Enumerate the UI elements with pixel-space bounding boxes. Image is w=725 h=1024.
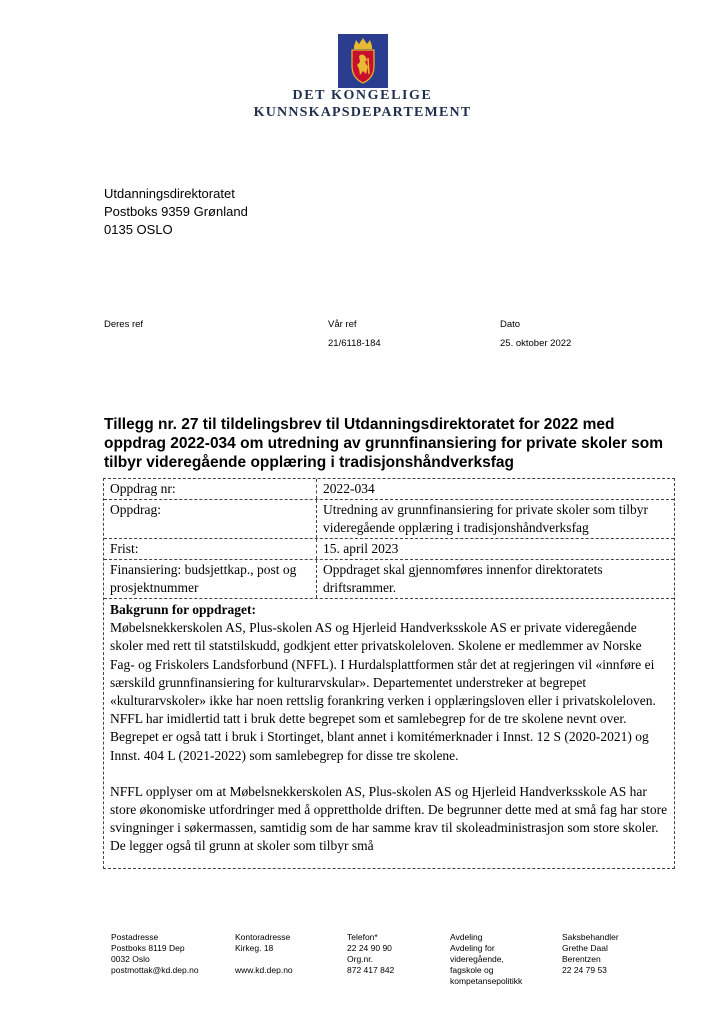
table-value: Oppdraget skal gjennomføres innenfor direktoratets driftsrammer. bbox=[323, 562, 603, 595]
recipient-postal: 0135 OSLO bbox=[104, 222, 173, 237]
recipient-street: Postboks 9359 Grønland bbox=[104, 204, 248, 219]
footer-heading: Telefon* bbox=[347, 932, 378, 942]
footer-heading: Avdeling bbox=[450, 932, 483, 942]
background-section bbox=[104, 599, 674, 868]
table-value: 15. april 2023 bbox=[323, 541, 399, 556]
table-row bbox=[104, 479, 674, 500]
our-ref-value: 21/6118-184 bbox=[328, 338, 381, 349]
footer-line: Kirkeg. 18 bbox=[235, 943, 274, 953]
date-label: Dato bbox=[500, 319, 521, 330]
footer-line: videregående, bbox=[450, 954, 504, 964]
footer-line: kompetansepolitikk bbox=[450, 976, 523, 986]
recipient-name: Utdanningsdirektoratet bbox=[104, 186, 235, 201]
footer-phone bbox=[347, 932, 394, 976]
department-name-line1: DET KONGELIGE bbox=[292, 88, 433, 103]
footer-website: www.kd.dep.no bbox=[235, 965, 293, 975]
our-ref-label: Vår ref bbox=[328, 319, 357, 330]
footer-line: Berentzen bbox=[562, 954, 601, 964]
table-value: Utredning av grunnfinansiering for private skoler som tilbyr videregående opplæring i tradisjonshåndverksfag bbox=[323, 502, 649, 535]
footer-line: 872 417 842 bbox=[347, 965, 395, 975]
footer-heading: Kontoradresse bbox=[235, 932, 291, 942]
footer-line: Avdeling for bbox=[450, 943, 495, 953]
background-paragraph: Møbelsnekkerskolen AS, Plus-skolen AS og Hjerleid Handverksskole AS er private videregående skoler med rett til statstilskudd, godkjent etter privatskoleloven. Skolene er medlemmer av Norske Fag- og Friskolers Landsforbund (NFFL). I Hurdalsplattformen står det at regjeringen vil «innføre ei særskild grunnfinansiering for kulturarvskular». Departementet understreker at begrepet «kulturarvskoler» ikke har noen rettslig forankring verken i opplæringsloven eller i privatskoleloven. NFFL har imidlertid tatt i bruk dette begrepet som et samlebegrep for de tre skolene nevnt over. Begrepet er også tatt i bruk i Stortinget, blant annet i komitémerknader i Innst. 12 S (2020-2021) og Innst. 404 L (2021-2022) som samlebegrep for disse tre skolene. bbox=[110, 620, 656, 763]
background-heading: Bakgrunn for oppdraget: bbox=[110, 602, 257, 617]
background-paragraph: NFFL opplyser om at Møbelsnekkerskolen AS, Plus-skolen AS og Hjerleid Handverksskole AS har store økonomiske utfordringer med å opprettholde driften. De begrunner dette med at små fag har store svingninger i søkermassen, samtidig som de har samme krav til skoleadministrasjon som store skoler. De legger også til grunn at skoler som tilbyr små bbox=[110, 783, 668, 854]
footer-heading: Saksbehandler bbox=[562, 932, 619, 942]
footer-line bbox=[235, 954, 293, 965]
footer-email: postmottak@kd.dep.no bbox=[111, 965, 199, 975]
footer-postal-address bbox=[111, 932, 199, 976]
table-label: Oppdrag nr: bbox=[104, 479, 317, 499]
footer-division bbox=[450, 932, 522, 987]
table-label: Finansiering: budsjettkap., post og prosjektnummer bbox=[104, 560, 317, 598]
table-label: Oppdrag: bbox=[104, 500, 317, 538]
footer-line: Postboks 8119 Dep bbox=[111, 943, 185, 953]
footer-line: fagskole og bbox=[450, 965, 494, 975]
footer-office-address bbox=[235, 932, 293, 976]
table-row bbox=[104, 560, 674, 599]
coat-of-arms-icon bbox=[338, 34, 388, 88]
department-logo bbox=[230, 30, 495, 130]
your-ref-label: Deres ref bbox=[104, 319, 144, 330]
footer-heading: Postadresse bbox=[111, 932, 159, 942]
table-row bbox=[104, 539, 674, 560]
document-title: Tillegg nr. 27 til tildelingsbrev til Utdanningsdirektoratet for 2022 med oppdrag 2022-034 om utredning av grunnfinansiering for private skoler som tilbyr videregående opplæring i tradisjonshåndverksfag bbox=[104, 416, 663, 471]
assignment-table bbox=[103, 478, 675, 869]
table-label: Frist: bbox=[104, 539, 317, 559]
footer-line: Org.nr. bbox=[347, 954, 373, 964]
footer-line: 22 24 79 53 bbox=[562, 965, 607, 975]
footer-line: Grethe Daal bbox=[562, 943, 608, 953]
department-name-line2: KUNNSKAPSDEPARTEMENT bbox=[253, 105, 472, 120]
footer-case-officer bbox=[562, 932, 619, 976]
table-row bbox=[104, 500, 674, 539]
footer-line: 22 24 90 90 bbox=[347, 943, 392, 953]
footer-line: 0032 Oslo bbox=[111, 954, 150, 964]
recipient-address bbox=[104, 185, 248, 239]
table-value: 2022-034 bbox=[323, 481, 375, 496]
date-value: 25. oktober 2022 bbox=[500, 338, 572, 349]
